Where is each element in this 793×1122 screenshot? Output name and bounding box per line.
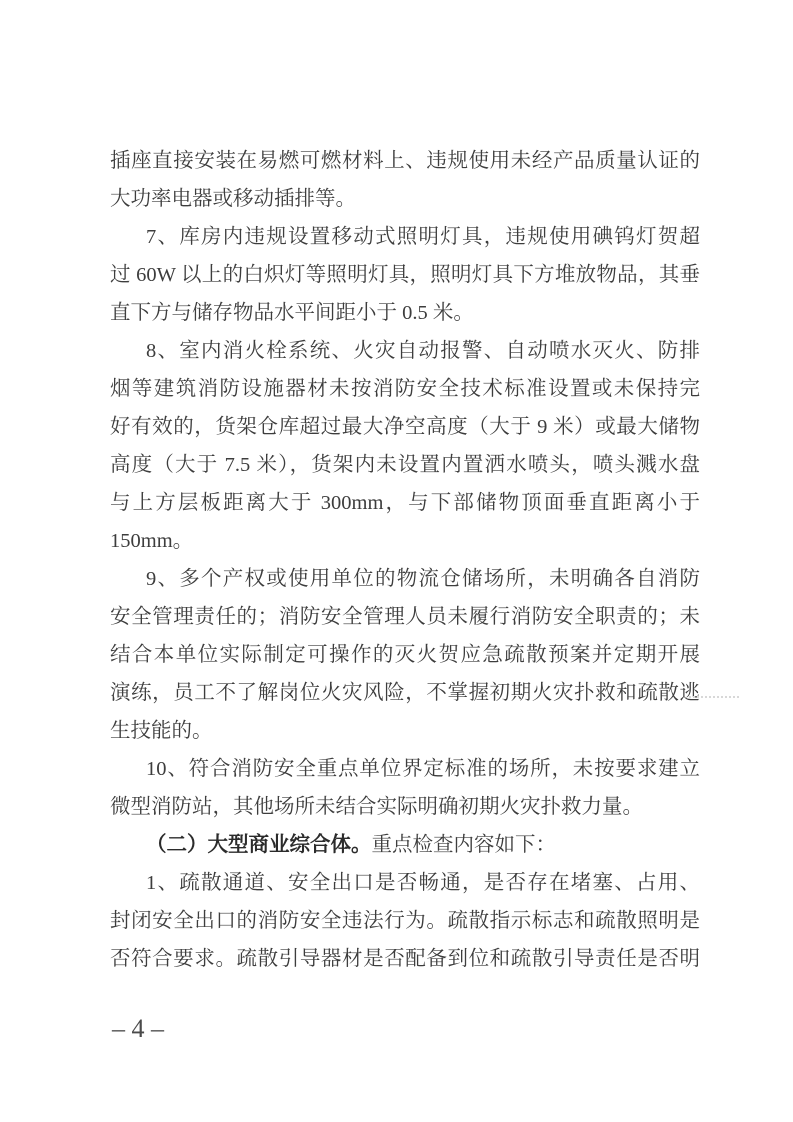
page-number: – 4 – <box>112 1014 164 1043</box>
text-line: 1、疏散通道、安全出口是否畅通，是否存在堵塞、占用、 <box>146 872 700 894</box>
text-line: 8、室内消火栓系统、火灾自动报警、自动喷水灭火、防排 <box>146 340 700 362</box>
text-line: 10、符合消防安全重点单位界定标准的场所，未按要求建立 <box>146 758 700 780</box>
text-line: 150mm。 <box>110 530 194 552</box>
text-line: 安全管理责任的；消防安全管理人员未履行消防安全职责的；未 <box>110 606 700 628</box>
text-line: 过 60W 以上的白炽灯等照明灯具，照明灯具下方堆放物品，其垂 <box>110 264 700 286</box>
text-line: 大功率电器或移动插排等。 <box>110 188 356 210</box>
text-line: 7、库房内违规设置移动式照明灯具，违规使用碘钨灯贺超 <box>146 226 700 248</box>
text-line: 高度（大于 7.5 米），货架内未设置内置洒水喷头，喷头溅水盘 <box>110 454 700 476</box>
text-line: 生技能的。 <box>110 720 213 742</box>
text-line: 直下方与储存物品水平间距小于 0.5 米。 <box>110 302 474 324</box>
section-heading-line <box>110 826 700 864</box>
text-line: 插座直接安装在易燃可燃材料上、违规使用未经产品质量认证的 <box>110 150 700 172</box>
text-line: 封闭安全出口的消防安全违法行为。疏散指示标志和疏散照明是 <box>110 910 700 932</box>
text-line: 9、多个产权或使用单位的物流仓储场所，未明确各自消防 <box>146 568 700 590</box>
section-heading-rest: 重点检查内容如下： <box>371 834 556 856</box>
text-line: 烟等建筑消防设施器材未按消防安全技术标准设置或未保持完 <box>110 378 700 400</box>
text-line: 与上方层板距离大于 300mm，与下部储物顶面垂直距离小于 <box>110 492 700 514</box>
section-heading-bold: （二）大型商业综合体。 <box>146 834 372 856</box>
scan-artifact-line <box>689 696 739 698</box>
document-body <box>110 142 700 978</box>
text-line: 微型消防站，其他场所未结合实际明确初期火灾扑救力量。 <box>110 796 643 818</box>
text-line: 演练，员工不了解岗位火灾风险，不掌握初期火灾扑救和疏散逃 <box>110 682 700 704</box>
text-line: 结合本单位实际制定可操作的灭火贺应急疏散预案并定期开展 <box>110 644 700 666</box>
text-line: 好有效的，货架仓库超过最大净空高度（大于 9 米）或最大储物 <box>110 416 700 438</box>
text-line: 否符合要求。疏散引导器材是否配备到位和疏散引导责任是否明 <box>110 948 700 970</box>
